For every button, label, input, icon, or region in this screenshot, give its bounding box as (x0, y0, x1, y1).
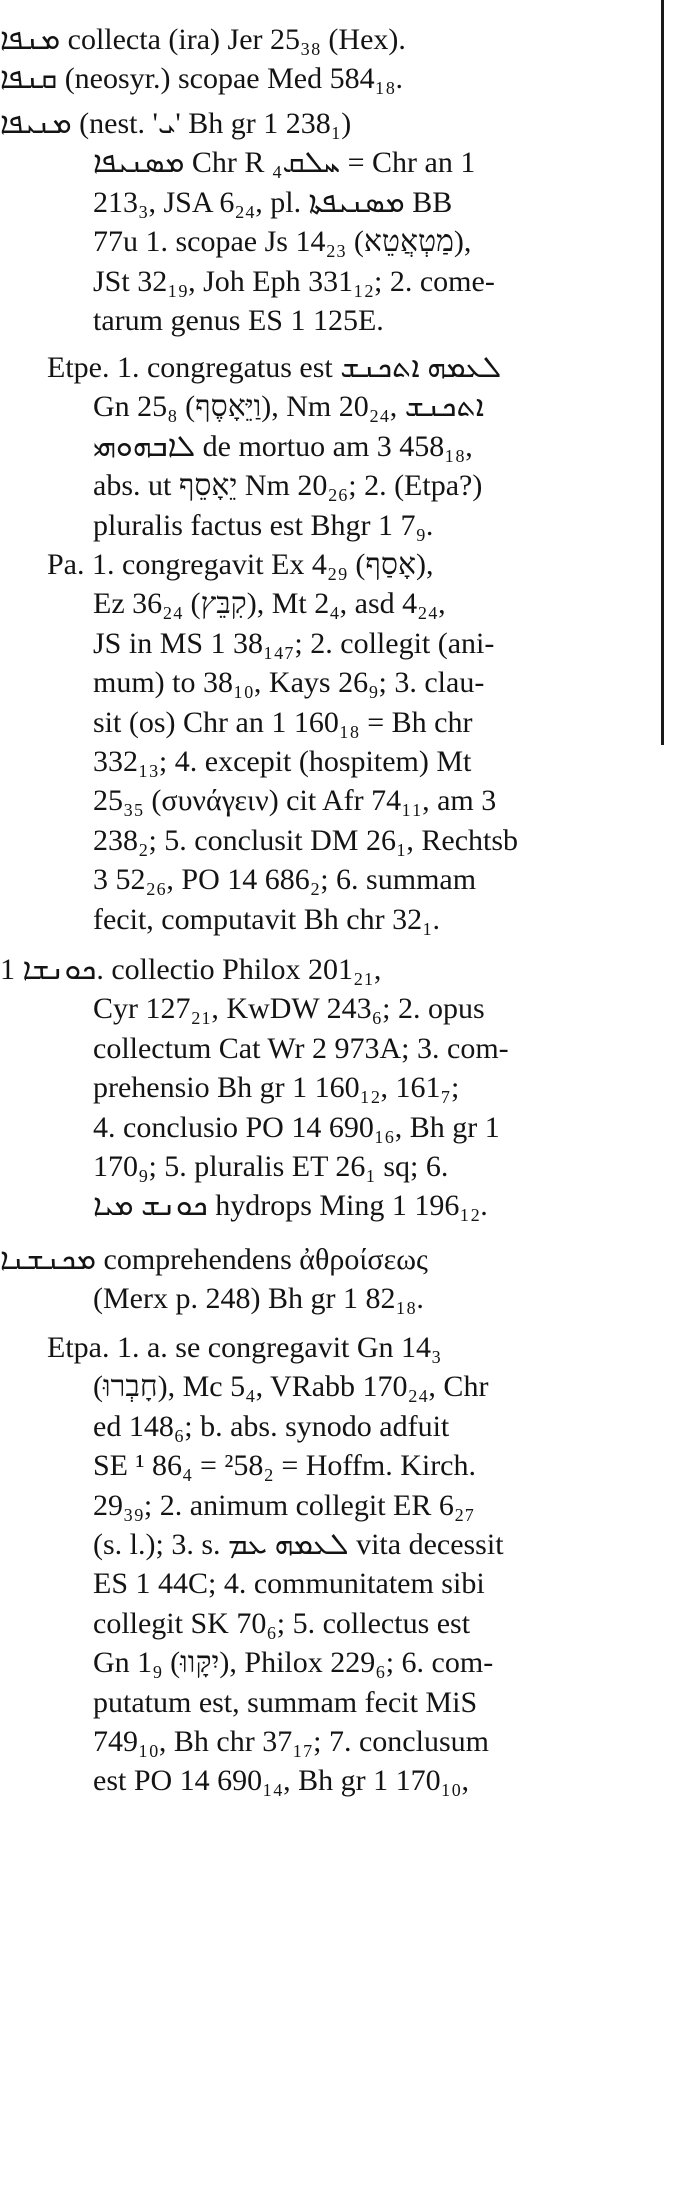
entry-line: (Merx p. 248) Bh gr 1 82₁₈. (93, 1282, 424, 1316)
entry-line: 170₉; 5. pluralis ET 26₁ sq; 6. (93, 1149, 449, 1183)
entry-line: 332₁₃; 4. excepit (hospitem) Mt (93, 744, 472, 778)
entry-line: ܡܟܢܫܢܐ comprehendens ἀθροίσεως (0, 1243, 428, 1276)
entry-line: 238₂; 5. conclusit DM 26₁, Rechtsb (93, 823, 519, 857)
entry-line: 4. conclusio PO 14 690₁₆, Bh gr 1 (93, 1110, 500, 1144)
entry-line: ES 1 44C; 4. communitatem sibi (93, 1567, 485, 1601)
entry-etpe (0, 348, 660, 545)
entry-scopae (0, 104, 660, 340)
entry-line: tarum genus ES 1 125E. (93, 303, 384, 337)
entry-line: Etpe. 1. congregatus est ܠܥܡܗ ܐܬܟܢܫ (47, 351, 502, 384)
entry-line: 213₃, JSA 6₂₄, pl. ܡܣܢܝܦܬܐ BB (93, 185, 453, 219)
entry-line: ܟܘܢܫܐ 1. collectio Philox 201₂₁, (0, 953, 382, 986)
entry-collectio (0, 950, 660, 1226)
entry-line: (חָבְרוּ), Mc 5₄, VRabb 170₂₄, Chr (93, 1370, 489, 1404)
entry-line: 25₃₅ (συνάγειν) cit Afr 74₁₁, am 3 (93, 784, 497, 818)
entry-line: collectum Cat Wr 2 973A; 3. com- (93, 1031, 509, 1065)
entry-line: 77u 1. scopae Js 14₂₃ (מַטְאֲטֵא), (93, 225, 472, 259)
entry-line: Pa. 1. congregavit Ex 4₂₉ (אָסַף), (47, 548, 434, 581)
entry-line: 3 52₂₆, PO 14 686₂; 6. summam (93, 863, 477, 897)
entry-line: ܩܢܦܐ (neosyr.) scopae Med 584₁₈. (0, 62, 404, 96)
entry-line: JSt 32₁₉, Joh Eph 331₁₂; 2. come- (93, 264, 495, 298)
entry-line: ܡܣܢܝܦܐ Chr R ܚܠܩ₄ = Chr an 1 (93, 146, 476, 180)
entry-line: prehensio Bh gr 1 160₁₂, 161₇; (93, 1071, 460, 1105)
entry-line: JS in MS 1 38₁₄₇; 2. collegit (ani- (93, 626, 495, 660)
entry-line: mum) to 38₁₀, Kays 26₉; 3. clau- (93, 666, 485, 700)
entry-line: ܡܢܦܐ collecta (ira) Jer 25₃₈ (Hex). (0, 23, 406, 56)
entry-line: ܡܢܝܦܐ (nest. 'ܝ' Bh gr 1 238₁) (0, 107, 352, 140)
entry-line: est PO 14 690₁₄, Bh gr 1 170₁₀, (93, 1764, 470, 1798)
entry-line: fecit, computavit Bh chr 32₁. (93, 902, 441, 936)
entry-line: 29₃₉; 2. animum collegit ER 6₂₇ (93, 1488, 475, 1522)
entry-pa (0, 545, 660, 939)
entry-line: ܠܐܒܗܘܗܝ de mortuo am 3 458₁₈, (93, 429, 473, 463)
entry-line: Cyr 127₂₁, KwDW 243₆; 2. opus (93, 992, 485, 1026)
entry-line: collegit SK 70₆; 5. collectus est (93, 1606, 471, 1640)
entry-line: putatum est, summam fecit MiS (93, 1685, 478, 1719)
entry-etpa (0, 1328, 660, 1801)
entry-line: Ez 36₂₄ (קִבֵּץ), Mt 2₄, asd 4₂₄, (93, 587, 446, 621)
entry-collecta (0, 20, 660, 99)
entry-line: (s. l.); 3. s. ܠܥܡܗ ܥܡ vita decessit (93, 1527, 504, 1561)
entry-line: 749₁₀, Bh chr 37₁₇; 7. conclusum (93, 1724, 489, 1758)
entry-line: ed 148₆; b. abs. synodo adfuit (93, 1409, 450, 1443)
entry-comprehendens (0, 1240, 660, 1319)
entry-line: sit (os) Chr an 1 160₁₈ = Bh chr (93, 705, 473, 739)
entry-line: SE ¹ 86₄ = ²58₂ = Hoffm. Kirch. (93, 1449, 476, 1483)
entry-line: pluralis factus est Bhgr 1 7₉. (93, 508, 434, 542)
entry-line: abs. ut יֵאָסֵף Nm 20₂₆; 2. (Etpa?) (93, 469, 483, 503)
entry-line: Gn 25₈ (וַיֵּאָסֶף), Nm 20₂₄, ܐܬܟܢܫ (93, 390, 485, 424)
column-rule (661, 0, 664, 745)
entry-line: Gn 1₉ (יִקָּווּ), Philox 229₆; 6. com- (93, 1646, 494, 1680)
entry-line: Etpa. 1. a. se congregavit Gn 14₃ (47, 1331, 442, 1364)
entry-line: ܟܘܢܫ ܡܝܐ hydrops Ming 1 196₁₂. (93, 1189, 488, 1223)
